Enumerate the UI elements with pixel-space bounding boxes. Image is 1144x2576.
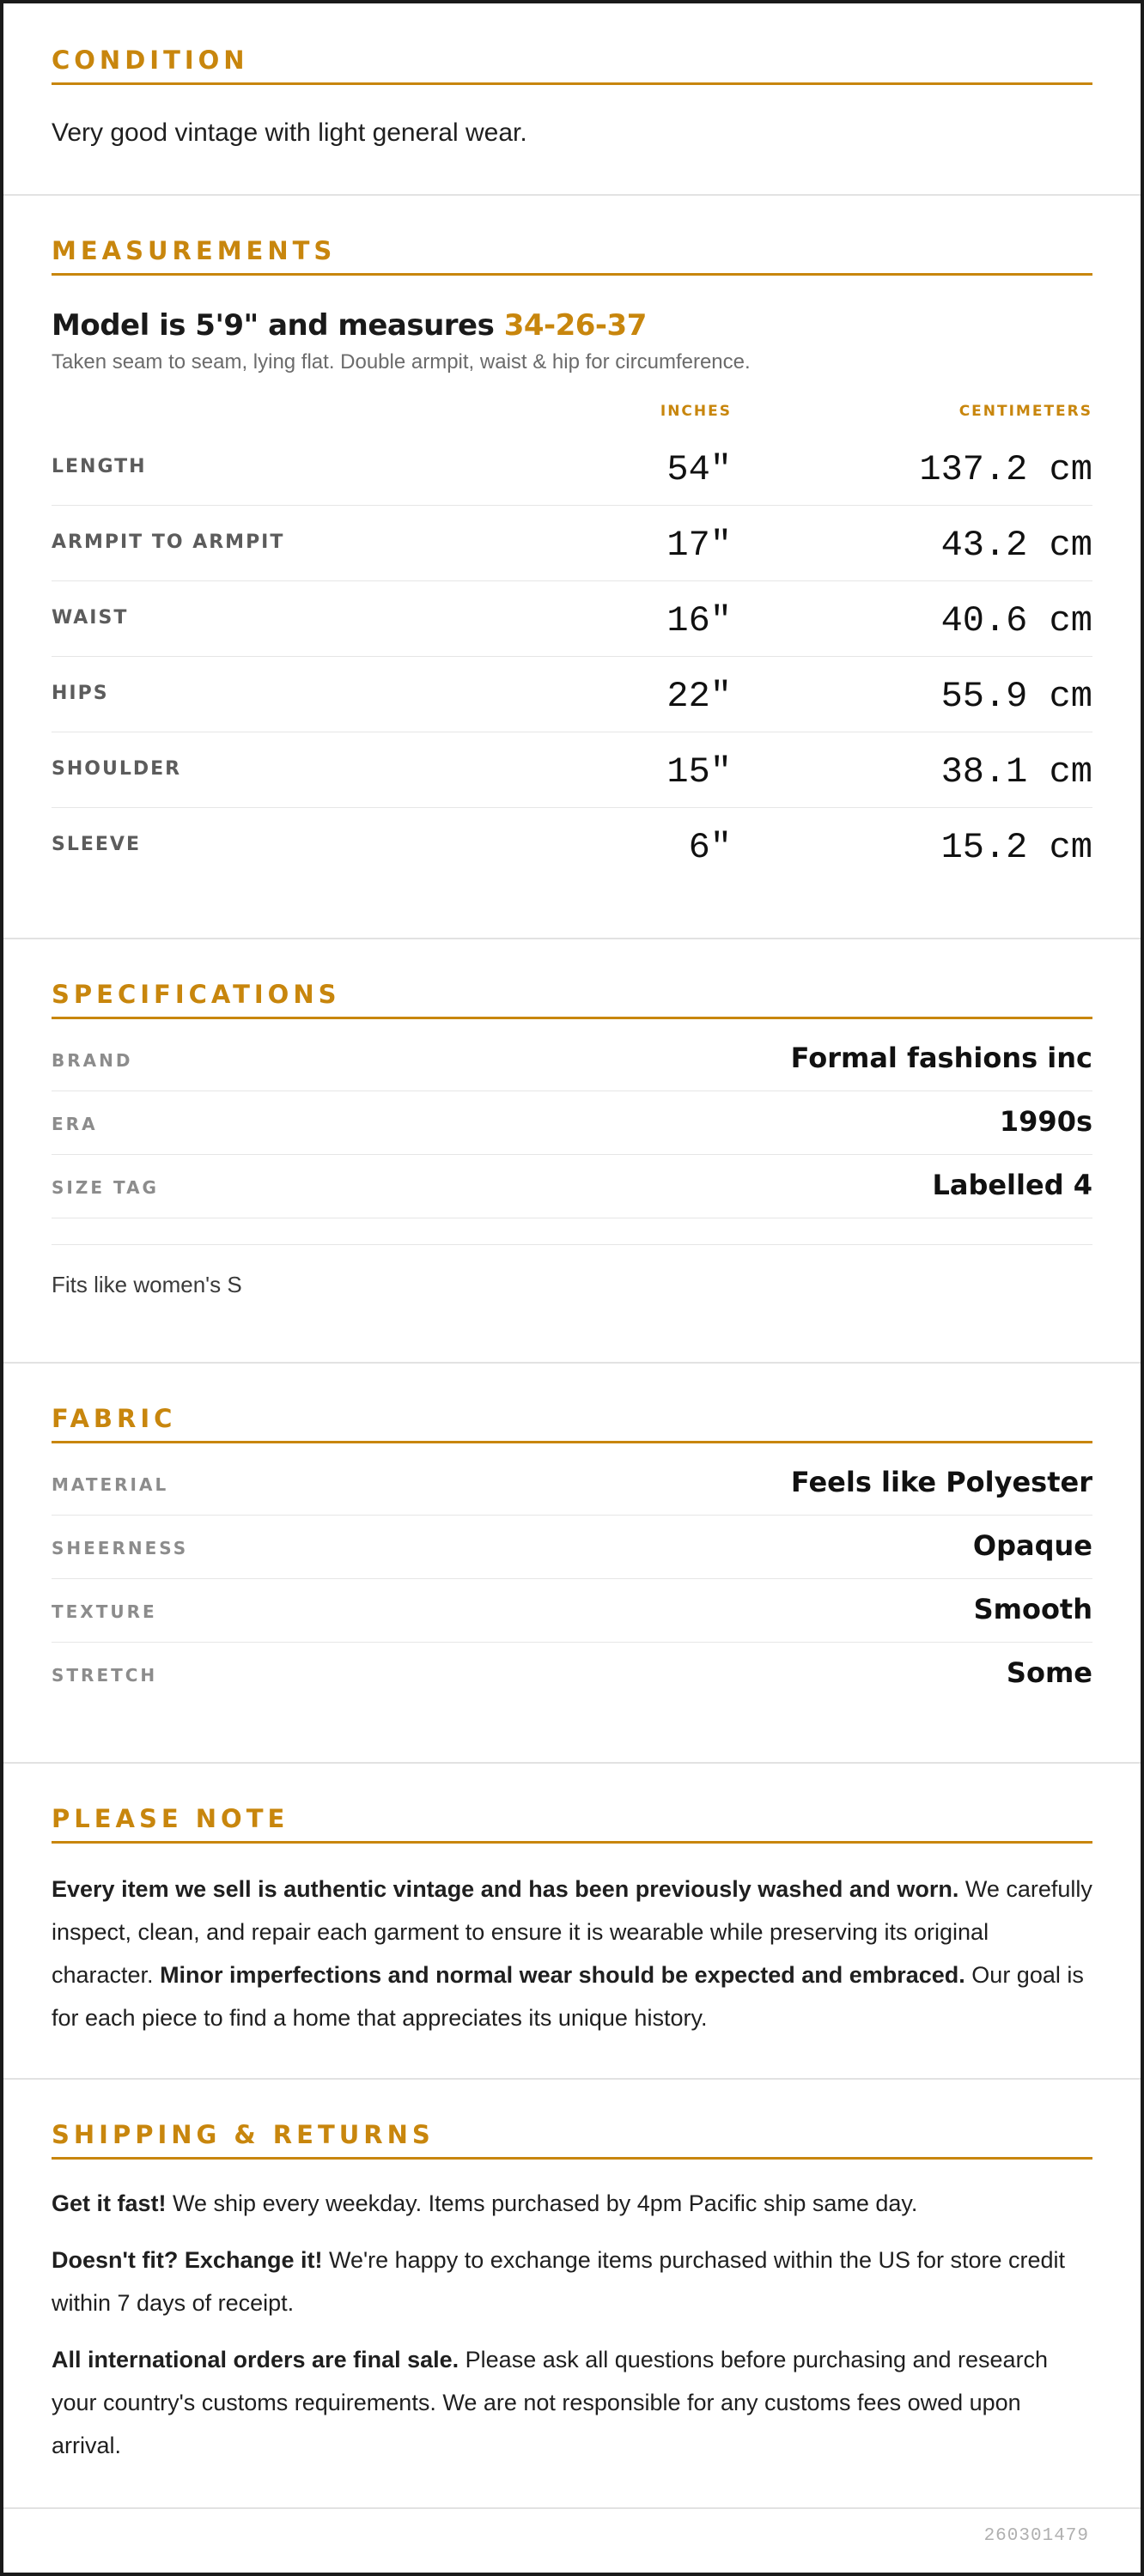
condition-title: CONDITION (52, 46, 249, 75)
specifications-section (3, 977, 1141, 1302)
fabric-section (3, 1401, 1141, 1706)
fit-note: Fits like women's S (52, 1244, 1092, 1302)
model-measures: 34-26-37 (503, 308, 647, 343)
measurements-table (52, 430, 1092, 884)
spec-value: Labelled 4 (932, 1169, 1092, 1201)
fabric-title: FABRIC (52, 1404, 177, 1433)
specifications-title: SPECIFICATIONS (52, 980, 341, 1009)
shipping-paragraph (52, 2182, 1092, 2225)
measurement-label: ARMPIT TO ARMPIT (52, 532, 285, 553)
measurements-section (3, 234, 1141, 884)
shipping-body (52, 2182, 1092, 2467)
international-paragraph (52, 2338, 1092, 2467)
fabric-row (52, 1643, 1092, 1706)
section-divider (3, 1762, 1141, 1764)
note-text-1: We carefully inspect, clean, and repair each garment to ensure it is wearable while preserving its original character. (52, 1876, 1092, 1988)
specifications-list (52, 1028, 1092, 1218)
fabric-row (52, 1516, 1092, 1579)
section-divider (3, 1362, 1141, 1364)
fabric-label: SHEERNESS (52, 1538, 189, 1558)
measurement-row (52, 581, 1092, 657)
measurement-inches: 16" (666, 600, 732, 641)
international-bold: All international orders are final sale. (52, 2347, 459, 2372)
spec-label: SIZE TAG (52, 1177, 159, 1198)
note-bold-2: Minor imperfections and normal wear should be expected and embraced. (160, 1962, 965, 1988)
note-paragraph (52, 1868, 1092, 2039)
measurement-label: HIPS (52, 683, 109, 704)
spec-label: ERA (52, 1114, 98, 1134)
fabric-value: Smooth (973, 1593, 1092, 1625)
international-text: Please ask all questions before purchasing and research your country's customs requirements. We are not responsible for any customs fees owed upon arrival. (52, 2347, 1049, 2458)
section-underline (52, 1017, 1092, 1019)
section-underline (52, 82, 1092, 85)
col-cm-header: CENTIMETERS (958, 403, 1092, 420)
measurement-cm: 15.2 cm (940, 827, 1092, 868)
fabric-list (52, 1452, 1092, 1706)
section-underline (52, 1441, 1092, 1443)
measurement-label: LENGTH (52, 456, 147, 477)
shipping-bold: Get it fast! (52, 2190, 167, 2216)
measurement-label: SHOULDER (52, 758, 182, 780)
spec-value: 1990s (999, 1105, 1092, 1138)
shipping-text: We ship every weekday. Items purchased by 4pm Pacific ship same day. (166, 2190, 918, 2216)
returns-text: We're happy to exchange items purchased within the US for store credit within 7 days of receipt. (52, 2247, 1066, 2316)
measurements-header (52, 396, 1092, 430)
measurement-cm: 137.2 cm (919, 449, 1092, 490)
measurement-label: WAIST (52, 607, 129, 629)
measurement-row (52, 657, 1092, 732)
measurement-row (52, 430, 1092, 506)
measurement-row (52, 732, 1092, 808)
fabric-row (52, 1452, 1092, 1516)
model-info (52, 307, 1092, 344)
measurement-inches: 54" (666, 449, 732, 490)
fabric-value: Some (1006, 1656, 1092, 1689)
spec-label: BRAND (52, 1050, 133, 1071)
measurement-cm: 55.9 cm (940, 676, 1092, 717)
measurement-row (52, 808, 1092, 884)
note-section (3, 1801, 1141, 2039)
measurement-label: SLEEVE (52, 834, 141, 855)
fabric-value: Feels like Polyester (790, 1466, 1092, 1498)
fabric-value: Opaque (972, 1529, 1092, 1562)
measurements-title: MEASUREMENTS (52, 236, 337, 265)
section-underline (52, 273, 1092, 276)
measurement-cm: 38.1 cm (940, 751, 1092, 793)
spec-row (52, 1091, 1092, 1155)
section-underline (52, 2157, 1092, 2160)
measurement-row (52, 506, 1092, 581)
fabric-label: TEXTURE (52, 1601, 157, 1622)
measurement-inches: 22" (666, 676, 732, 717)
condition-text: Very good vintage with light general wear. (52, 118, 527, 147)
model-prefix: Model is 5'9" and measures (52, 308, 504, 343)
measurement-cm: 40.6 cm (940, 600, 1092, 641)
product-id: 260301479 (983, 2526, 1089, 2546)
measurement-inches: 6" (688, 827, 732, 868)
condition-section (3, 43, 1141, 150)
col-inches-header: INCHES (660, 403, 732, 420)
returns-paragraph (52, 2239, 1092, 2324)
note-title: PLEASE NOTE (52, 1804, 289, 1833)
fabric-label: STRETCH (52, 1665, 158, 1686)
fabric-label: MATERIAL (52, 1474, 169, 1495)
spec-row (52, 1028, 1092, 1091)
measurement-inches: 17" (666, 525, 732, 566)
measurements-subtitle: Taken seam to seam, lying flat. Double armpit, waist & hip for circumference. (52, 350, 751, 374)
note-bold-1: Every item we sell is authentic vintage and has been previously washed and worn. (52, 1876, 959, 1902)
section-divider (3, 2507, 1141, 2509)
measurement-cm: 43.2 cm (940, 525, 1092, 566)
note-text-2: Our goal is for each piece to find a home that appreciates its unique history. (52, 1962, 1084, 2031)
section-divider (3, 938, 1141, 939)
spec-value: Formal fashions inc (790, 1042, 1092, 1074)
measurement-inches: 15" (666, 751, 732, 793)
section-divider (3, 194, 1141, 196)
spec-row (52, 1155, 1092, 1218)
returns-bold: Doesn't fit? Exchange it! (52, 2247, 323, 2273)
fabric-row (52, 1579, 1092, 1643)
section-underline (52, 1841, 1092, 1844)
shipping-section (3, 2117, 1141, 2467)
section-divider (3, 2078, 1141, 2080)
shipping-title: SHIPPING & RETURNS (52, 2120, 435, 2149)
